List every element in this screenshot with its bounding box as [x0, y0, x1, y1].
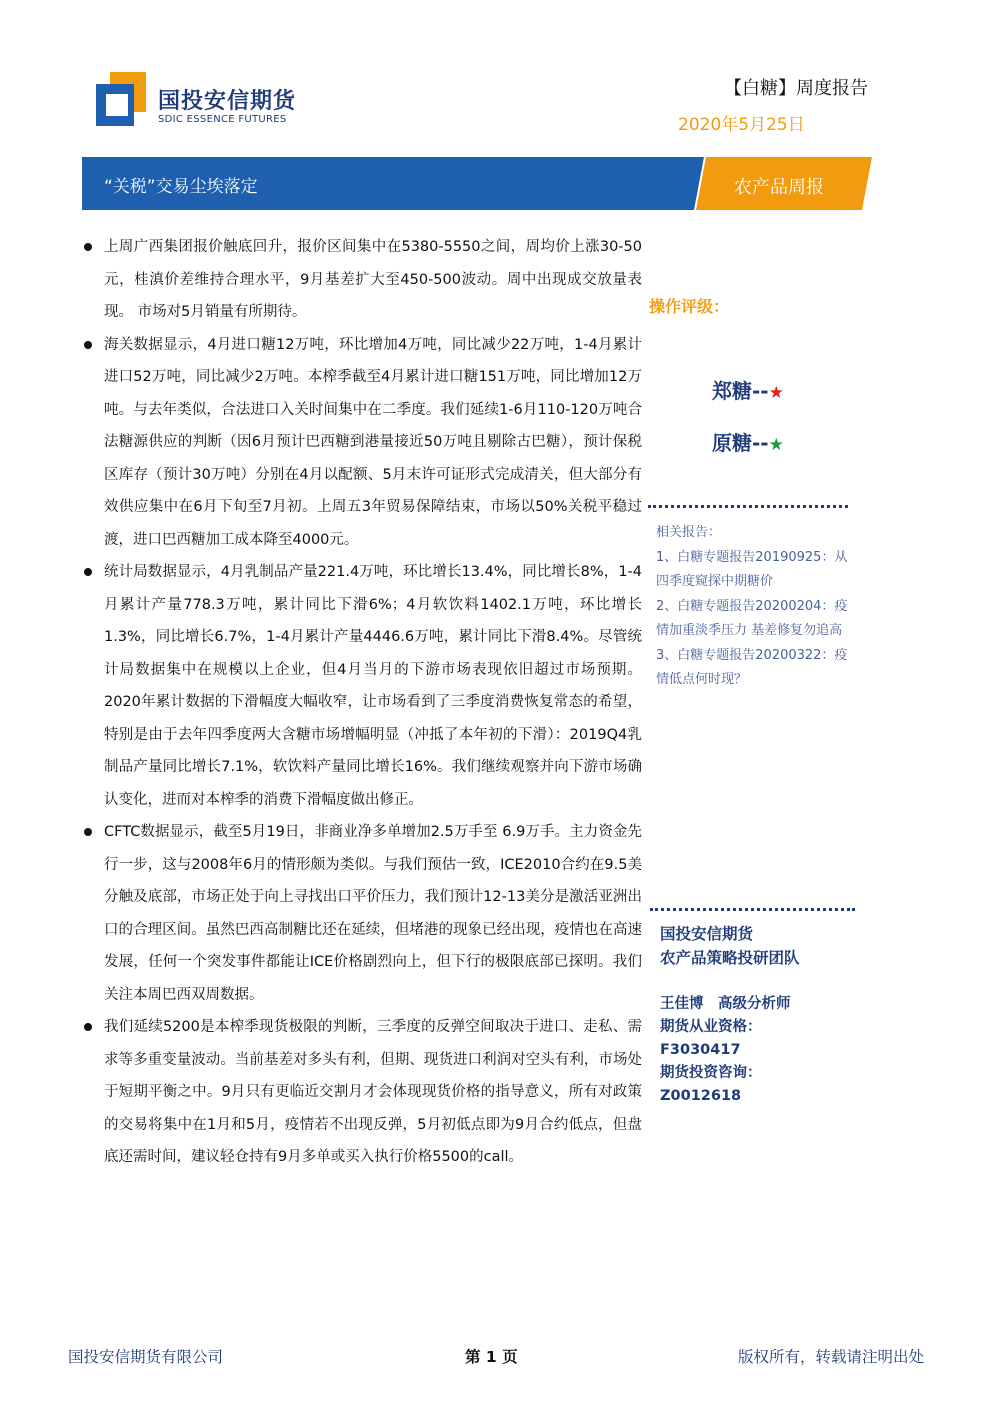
title-banner: [82, 157, 872, 210]
rating-label: 操作评级：: [649, 297, 730, 316]
star-icon: ★: [768, 435, 784, 455]
footer-company: 国投安信期货有限公司: [68, 1348, 224, 1366]
analyst-name: 王佳博 高级分析师: [660, 996, 791, 1012]
bullet-dot-icon: [84, 341, 92, 349]
qualification-label: 期货从业资格：: [660, 1019, 762, 1035]
bullet-text: 海关数据显示，4月进口糖12万吨，环比增加4万吨，同比减少22万吨，1-4月累计进口52万吨，同比减少2万吨。本榨季截至4月累计进口糖151万吨，同比增加12万吨。与去年类似，合法进口入关时间集中在二季度。我们延续1-6月110-120万吨合法糖源供应的判断（因6月预计巴西糖到港量接近50万吨且剔除古巴糖），预计保税区库存（预计30万吨）分别在4月以配额、5月末许可证形式完成清关，但大部分有效供应集中在6月下旬至7月初。上周五3年贸易保障结束，市场以50%关税平稳过渡，进口巴西糖加工成本降至4000元。: [104, 336, 642, 548]
team-info: [660, 922, 860, 970]
report-type: 【白糖】周度报告: [724, 78, 868, 99]
consulting-number: Z0012618: [660, 1088, 742, 1104]
bullet-dot-icon: [84, 1023, 92, 1031]
report-date: 2020年5月25日: [678, 115, 805, 135]
bullet-item: [82, 231, 642, 329]
bullet-item: [82, 556, 642, 816]
consulting-label: 期货投资咨询：: [660, 1065, 762, 1081]
footer-copyright: 版权所有，转载请注明出处: [737, 1348, 924, 1366]
logo-mark-icon: [96, 72, 146, 126]
bullet-item: [82, 1011, 642, 1174]
related-report-link[interactable]: 2、白糖专题报告20200204：疫情加重淡季压力 基差修复勿追高: [656, 598, 848, 638]
bullet-dot-icon: [84, 568, 92, 576]
team-name: 农产品策略投研团队: [660, 949, 800, 967]
bullet-text: 我们延续5200是本榨季现货极限的判断，三季度的反弹空间取决于进口、走私、需求等多重变量波动。当前基差对多头有利，但期、现货进口利润对空头有利，市场处于短期平衡之中。9月只有更临近交割月才会体现现货价格的指导意义，所有对政策的交易将集中在1月和5月，疫情若不出现反弹，5月初低点即为9月合约低点，但盘底还需时间，建议轻仓持有9月多单或买入执行价格5500的call。: [104, 1019, 642, 1165]
bullet-dot-icon: [84, 243, 92, 251]
bullet-item: [82, 816, 642, 1011]
divider: [648, 505, 848, 508]
company-logo: [96, 72, 316, 132]
team-company: 国投安信期货: [660, 925, 754, 943]
rating-name: 原糖--: [712, 431, 769, 455]
report-title: “关税”交易尘埃落定: [104, 177, 258, 197]
divider: [650, 908, 855, 911]
related-report-link[interactable]: 3、白糖专题报告20200322：疫情低点何时现？: [656, 647, 848, 687]
report-category: 农产品周报: [734, 177, 824, 198]
logo-name-en: SDIC ESSENCE FUTURES: [158, 114, 287, 125]
bullet-text: CFTC数据显示，截至5月19日，非商业净多单增加2.5万手至 6.9万手。主力资金先行一步，这与2008年6月的情形颇为类似。与我们预估一致，ICE2010合约在9.5美分触及底部，市场正处于向上寻找出口平价压力，我们预计12-13美分是激活亚洲出口的合理区间。虽然巴西高制糖比还在延续，但堵港的现象已经出现，疫情也在高速发展，任何一个突发事件都能让ICE价格剧烈向上，但下行的极限底部已探明。我们关注本周巴西双周数据。: [104, 824, 642, 1003]
related-reports: [656, 521, 856, 693]
star-icon: ★: [768, 383, 784, 403]
rating-name: 郑糖--: [712, 379, 769, 403]
page-number: 第 1 页: [465, 1348, 518, 1366]
bullet-text: 上周广西集团报价触底回升，报价区间集中在5380-5550之间，周均价上涨30-50元，桂滇价差维持合理水平，9月基差扩大至450-500波动。周中出现成交放量表现。 市场对5月销量有所期待。: [104, 239, 642, 320]
bullet-dot-icon: [84, 828, 92, 836]
bullet-item: [82, 329, 642, 557]
bullet-text: 统计局数据显示，4月乳制品产量221.4万吨，环比增长13.4%，同比增长8%，1-4月累计产量778.3万吨，累计同比下滑6%；4月软饮料1402.1万吨，环比增长1.3%，同比增长6.7%，1-4月累计产量4446.6万吨，累计同比下滑8.4%。尽管统计局数据集中在规模以上企业，但4月当月的下游市场表现依旧超过市场预期。2020年累计数据的下滑幅度大幅收窄，让市场看到了三季度消费恢复常态的希望，特别是由于去年四季度两大含糖市场增幅明显（冲抵了本年初的下滑）：2019Q4乳制品产量同比增长7.1%，软饮料产量同比增长16%。我们继续观察并向下游市场确认变化，进而对本榨季的消费下滑幅度做出修正。: [104, 564, 642, 808]
qualification-number: F3030417: [660, 1042, 741, 1058]
analyst-info: [660, 993, 860, 1108]
report-body: [82, 231, 642, 1174]
logo-name-cn: 国投安信期货: [158, 89, 297, 114]
related-report-link[interactable]: 1、白糖专题报告20190925：从四季度窥探中期糖价: [656, 549, 848, 589]
rating-zhengtang: [712, 375, 784, 404]
rating-raw-sugar: [712, 427, 784, 456]
related-title: 相关报告：: [656, 525, 722, 540]
